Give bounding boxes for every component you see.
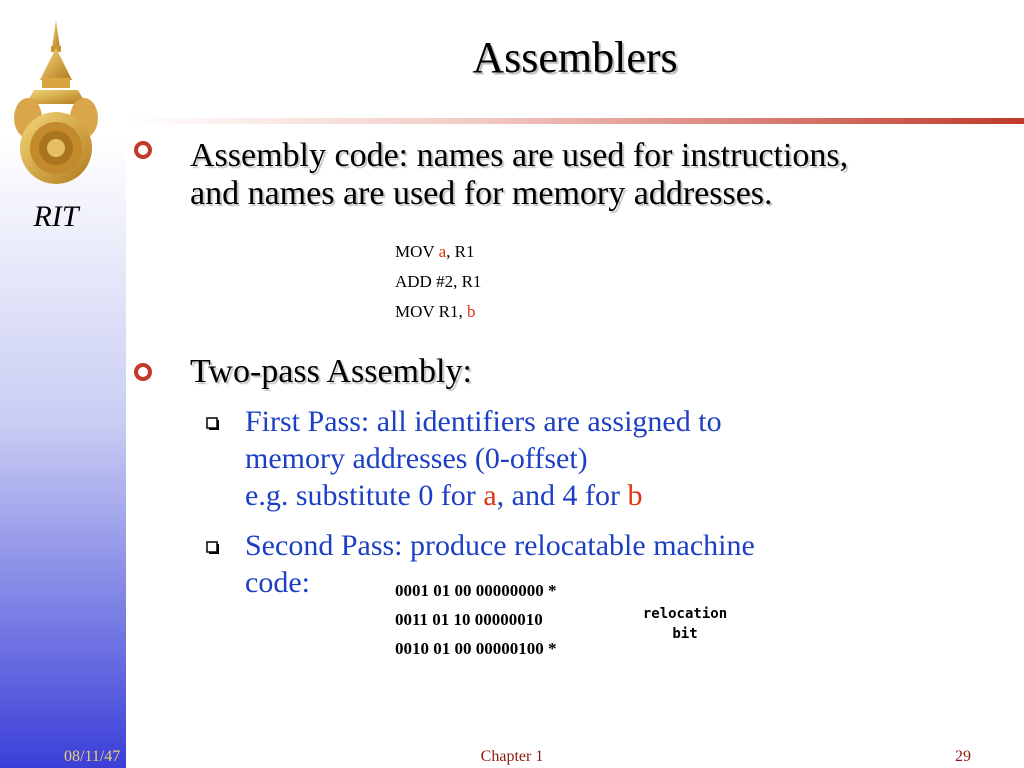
bullet-assembly-code xyxy=(190,137,990,213)
footer-chapter: Chapter 1 xyxy=(480,748,544,765)
bullet-line: and names are used for memory addresses. xyxy=(190,175,773,212)
machine-code-block xyxy=(395,576,557,663)
machine-code-line: 0011 01 10 00000010 xyxy=(395,610,543,629)
identifier-a: a xyxy=(438,242,447,261)
circle-bullet-icon xyxy=(130,358,156,386)
note-line: relocation xyxy=(642,606,728,622)
university-emblem xyxy=(6,18,106,188)
square-bullet-icon xyxy=(206,541,220,555)
bullet-line: Assembly code: names are used for instructions, xyxy=(190,137,849,174)
rit-label: RIT xyxy=(33,200,79,233)
first-pass-text xyxy=(245,403,965,514)
identifier-b: b xyxy=(627,479,643,512)
sub-line: Second Pass: produce relocatable machine xyxy=(245,529,755,562)
code-text: MOV R1, xyxy=(395,302,467,321)
identifier-b: b xyxy=(466,302,476,321)
identifier-a: a xyxy=(483,479,497,512)
sub-text: e.g. substitute 0 for xyxy=(245,479,484,512)
code-text: , R1 xyxy=(446,242,475,261)
circle-bullet-icon xyxy=(130,136,156,164)
title-divider xyxy=(126,118,1024,124)
code-text: MOV xyxy=(395,242,439,261)
code-line: ADD #2, R1 xyxy=(395,272,482,291)
machine-code-line: 0010 01 00 00000100 * xyxy=(395,639,557,658)
sub-text: , and 4 for xyxy=(496,479,628,512)
bullet-two-pass: Two-pass Assembly: xyxy=(190,353,472,390)
slide-title: Assemblers xyxy=(472,33,678,82)
note-line: bit xyxy=(672,626,698,642)
sub-line: code: xyxy=(245,566,310,599)
sidebar xyxy=(0,0,126,768)
machine-code-line: 0001 01 00 00000000 * xyxy=(395,581,557,600)
sub-line: First Pass: all identifiers are assigned to xyxy=(245,405,722,438)
footer-page-number: 29 xyxy=(955,748,971,765)
assembly-code-block xyxy=(395,237,481,327)
second-pass-text xyxy=(245,527,965,601)
code-line xyxy=(395,237,481,267)
relocation-bit-note xyxy=(630,604,740,644)
sub-line: memory addresses (0-offset) xyxy=(245,442,588,475)
code-line xyxy=(395,297,481,327)
sub-line xyxy=(245,477,965,514)
footer-date: 08/11/47 xyxy=(64,748,121,765)
square-bullet-icon xyxy=(206,417,220,431)
